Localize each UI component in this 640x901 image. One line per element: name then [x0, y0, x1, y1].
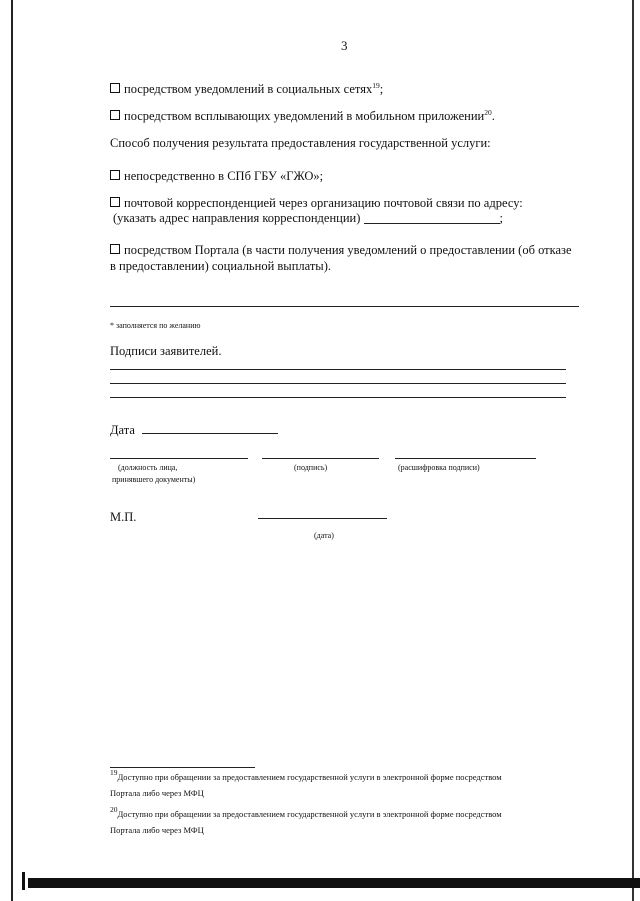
- scan-edge-bottom: [28, 878, 640, 888]
- mail-address-field[interactable]: [364, 211, 500, 224]
- position-caption: (должность лица,: [118, 463, 178, 472]
- mail-address-line: (указать адрес направления корреспонденции) ;: [113, 211, 503, 225]
- scan-edge-right: [632, 0, 634, 901]
- checkbox-social-networks[interactable]: [110, 83, 120, 93]
- signature-line-3[interactable]: [110, 397, 566, 398]
- position-line[interactable]: [110, 458, 248, 459]
- asterisk-note: * заполняется по желанию: [110, 321, 201, 330]
- footnote-20-cont: Портала либо через МФЦ: [110, 825, 204, 835]
- option-direct: непосредственно в СПб ГБУ «ГЖО»;: [110, 169, 323, 184]
- page-number: 3: [341, 38, 348, 53]
- stamp-date-field[interactable]: [258, 518, 387, 519]
- checkbox-mail[interactable]: [110, 197, 120, 207]
- stamp-date-caption: (дата): [314, 531, 334, 540]
- footnote-20: $^{20}$Доступно при обращении за предоставлением государственной услуги в электронной форме посредством: [110, 805, 502, 819]
- scan-edge-corner: [22, 872, 25, 890]
- signatures-label: Подписи заявителей.: [110, 344, 222, 358]
- signature-line-1[interactable]: [110, 369, 566, 370]
- checkbox-portal[interactable]: [110, 244, 120, 254]
- option-portal: посредством Портала (в части получения уведомлений о предоставлении (об отказе: [110, 243, 586, 258]
- stamp-label: М.П.: [110, 510, 137, 524]
- option-social-networks: посредством уведомлений в социальных сетях$^{19}$;: [110, 82, 383, 97]
- footnote-19: $^{19}$Доступно при обращении за предоставлением государственной услуги в электронной форме посредством: [110, 768, 502, 782]
- checkbox-mobile-app[interactable]: [110, 110, 120, 120]
- signature-line-2[interactable]: [110, 383, 566, 384]
- footnote-separator: [110, 767, 255, 768]
- footnote-ref-19: 19: [372, 81, 380, 90]
- date-field[interactable]: [142, 433, 278, 434]
- signature-field[interactable]: [262, 458, 379, 459]
- scan-edge-left: [11, 0, 13, 901]
- date-label: Дата: [110, 423, 135, 437]
- option-mail: почтовой корреспонденцией через организацию почтовой связи по адресу:: [110, 196, 523, 211]
- signature-caption: (подпись): [294, 463, 328, 472]
- separator-line: [110, 306, 579, 307]
- footnote-19-cont: Портала либо через МФЦ: [110, 788, 204, 798]
- option-mobile-app: посредством всплывающих уведомлений в мобильном приложении$^{20}$.: [110, 109, 495, 124]
- checkbox-direct[interactable]: [110, 170, 120, 180]
- decoding-field[interactable]: [395, 458, 536, 459]
- footnote-ref-20: 20: [484, 108, 492, 117]
- option-portal-cont: в предоставлении) социальной выплаты).: [110, 259, 331, 273]
- result-method-heading: Способ получения результата предоставления государственной услуги:: [110, 136, 491, 150]
- position-caption-2: принявшего документы): [112, 475, 196, 484]
- decoding-caption: (расшифровка подписи): [398, 463, 480, 472]
